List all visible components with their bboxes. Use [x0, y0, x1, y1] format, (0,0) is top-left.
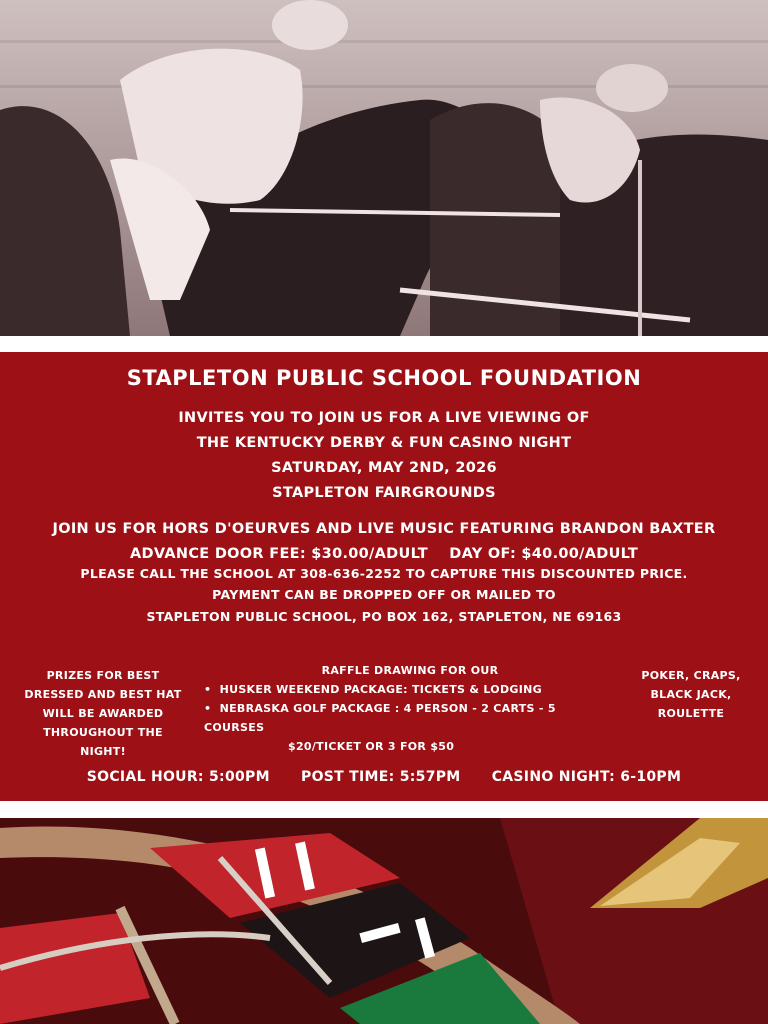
games-line: ROULETTE	[657, 707, 725, 720]
roulette-wheel-photo	[0, 818, 768, 1024]
horse-race-photo	[0, 0, 768, 336]
bullet-icon: •	[204, 702, 220, 715]
prizes-line: DRESSED AND BEST HAT	[24, 688, 182, 701]
games-line: BLACK JACK,	[650, 688, 732, 701]
invite-line-1: INVITES YOU TO JOIN US FOR A LIVE VIEWING OF	[178, 410, 590, 426]
white-divider-top	[0, 336, 768, 352]
post-time: POST TIME: 5:57PM	[301, 769, 461, 785]
event-location: STAPLETON FAIRGROUNDS	[272, 485, 496, 501]
prizes-column	[18, 666, 188, 761]
games-line: POKER, CRAPS,	[641, 669, 741, 682]
schedule-row	[0, 769, 768, 785]
raffle-price: $20/TICKET OR 3 FOR $50	[288, 740, 455, 753]
event-info-band	[0, 352, 768, 801]
white-divider-bottom	[0, 801, 768, 818]
payment-line: PAYMENT CAN BE DROPPED OFF OR MAILED TO	[212, 587, 556, 602]
social-hour: SOCIAL HOUR: 5:00PM	[86, 769, 270, 785]
invite-line-2: THE KENTUCKY DERBY & FUN CASINO NIGHT	[196, 435, 572, 451]
roulette-wheel-illustration	[0, 818, 768, 1024]
prizes-line: WILL BE AWARDED	[42, 707, 164, 720]
games-column	[626, 666, 756, 723]
prizes-line: THROUGHOUT THE	[43, 726, 163, 739]
raffle-column	[200, 661, 620, 756]
bullet-icon: •	[204, 683, 220, 696]
call-line: PLEASE CALL THE SCHOOL AT 308-636-2252 TO CAPTURE THIS DISCOUNTED PRICE.	[80, 566, 688, 581]
organization-title: STAPLETON PUBLIC SCHOOL FOUNDATION	[126, 366, 642, 390]
mailing-address: STAPLETON PUBLIC SCHOOL, PO BOX 162, STAPLETON, NE 69163	[146, 609, 622, 624]
horse-race-illustration	[0, 0, 768, 336]
casino-night-time: CASINO NIGHT: 6-10PM	[491, 769, 682, 785]
music-line: JOIN US FOR HORS D'OEURVES AND LIVE MUSIC FEATURING BRANDON BAXTER	[52, 521, 716, 537]
prizes-line: NIGHT!	[80, 745, 126, 758]
raffle-item: • NEBRASKA GOLF PACKAGE : 4 PERSON - 2 CARTS - 5 COURSES	[204, 702, 556, 734]
raffle-heading: RAFFLE DRAWING FOR OUR	[321, 664, 499, 677]
raffle-item: • HUSKER WEEKEND PACKAGE: TICKETS & LODGING	[204, 683, 542, 696]
prizes-line: PRIZES FOR BEST	[46, 669, 160, 682]
fee-line: ADVANCE DOOR FEE: $30.00/ADULT DAY OF: $40.00/ADULT	[129, 546, 639, 562]
event-date: SATURDAY, MAY 2ND, 2026	[271, 460, 497, 476]
